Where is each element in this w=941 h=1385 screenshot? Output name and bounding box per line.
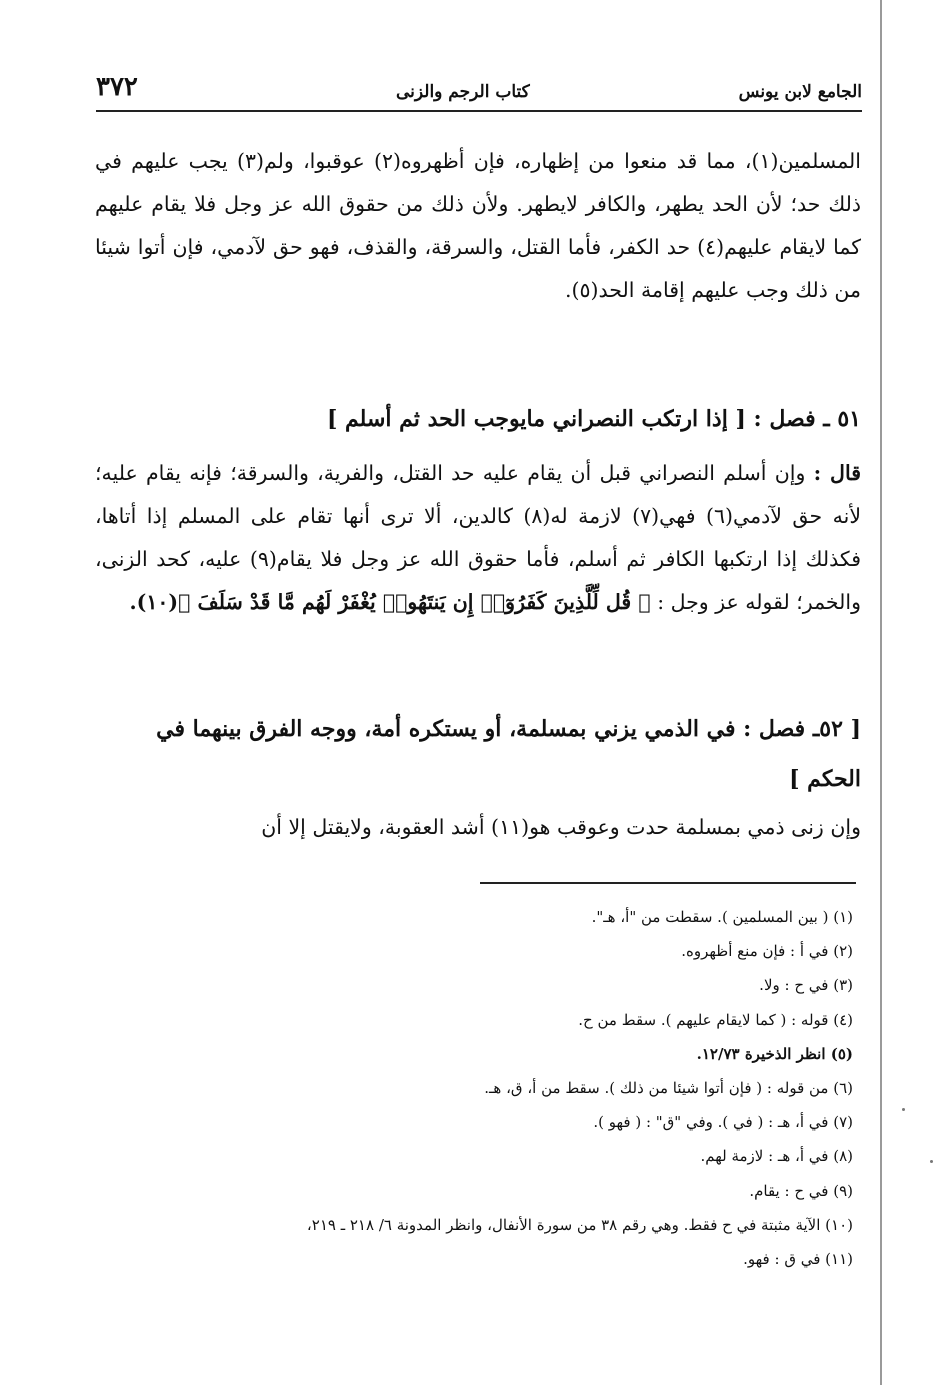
- footnote: (٨) في أ، هـ : لازمة لهم.: [700, 1147, 853, 1166]
- footnotes-list: [93, 900, 853, 1276]
- section-51-body: [95, 452, 861, 624]
- running-header: [96, 72, 862, 108]
- section-52-body: وإن زنى ذمي بمسلمة حدت وعوقب هو(١١) أشد العقوبة، ولايقتل إلا أن: [261, 815, 861, 839]
- footnote: (٣) في ح : ولا.: [759, 976, 853, 995]
- footnote: (١٠) الآية مثبتة في ح فقط. وهي رقم ٣٨ من سورة الأنفال، وانظر المدونة ٦/ ٢١٨ ـ ٢١٩،: [306, 1215, 853, 1234]
- footnote: (١١) في ق : فهو.: [743, 1250, 853, 1269]
- book-title: كتاب الرجم والزنى: [396, 82, 530, 102]
- footnote: (٦) من قوله : ( فإن أتوا شيئا من ذلك ). سقط من أ، ق، هـ.: [484, 1079, 853, 1098]
- section-heading-52: [ ٥٢ـ فصل : في الذمي يزني بمسلمة، أو يستكره أمة، ووجه الفرق بينهما في الحكم ]: [156, 716, 861, 792]
- section-51-label: قال :: [813, 461, 861, 485]
- header-rule: [96, 110, 862, 112]
- footnote: (٤) قوله : ( كما لايقام عليهم ). سقط من ح.: [578, 1010, 853, 1029]
- page-number: ٣٧٢: [96, 72, 138, 102]
- footnote: (٩) في ح : يقام.: [749, 1181, 853, 1200]
- footnote: (٧) في أ، هـ : ( في ). وفي "ق" : ( فهو ).: [593, 1113, 853, 1132]
- chapter-title: الجامع لابن يونس: [738, 82, 862, 102]
- footnote: (٢) في أ : فإن منع أظهروه.: [681, 942, 853, 961]
- scan-speck: [930, 1160, 933, 1163]
- section-heading-51: ٥١ ـ فصل : [ إذا ارتكب النصراني مايوجب الحد ثم أسلم ]: [326, 406, 861, 432]
- footnote-rule: [480, 882, 856, 884]
- section-51-text: وإن أسلم النصراني قبل أن يقام عليه حد القتل، والفرية، والسرقة؛ فإنه يقام عليه؛ لأنه حق لآدمي(٦) فهي(٧) لازمة له(٨) كالدين، ألا ترى أنها تقام على المسلم إذا أتاها، فكذلك إذا ارتكبها الكافر ثم أسلم، فأما حقوق الله عز وجل فلا يقام(٩) عليه، كحد الزنى، والخمر؛ لقوله عز وجل :: [95, 461, 862, 614]
- quran-quote: ﴿ قُل لِّلَّذِينَ كَفَرُوٓا۟ إِن يَنتَهُوا۟ يُغْفَرْ لَهُم مَّا قَدْ سَلَفَ ﴾(١٠).: [129, 590, 651, 614]
- footnote: (٥) انظر الذخيرة ١٢/٧٣.: [696, 1044, 853, 1063]
- paragraph-intro: المسلمين(١)، مما قد منعوا من إظهاره، فإن أظهروه(٢) عوقبوا، ولم(٣) يجب عليهم في ذلك حد؛ لأن الحد يطهر، والكافر لايطهر. ولأن ذلك من حقوق الله عز وجل فلا يقام عليهم كما لايقام عليهم(٤) حد الكفر، فأما القتل، والسرقة، والقذف، فهو حق لآدمي، فإن أتوا شيئا من ذلك وجب عليهم إقامة الحد(٥).: [95, 149, 862, 302]
- footnote: (١) ( بين المسلمين ). سقطت من "أ، هـ".: [591, 908, 853, 926]
- scan-speck: [902, 1108, 905, 1111]
